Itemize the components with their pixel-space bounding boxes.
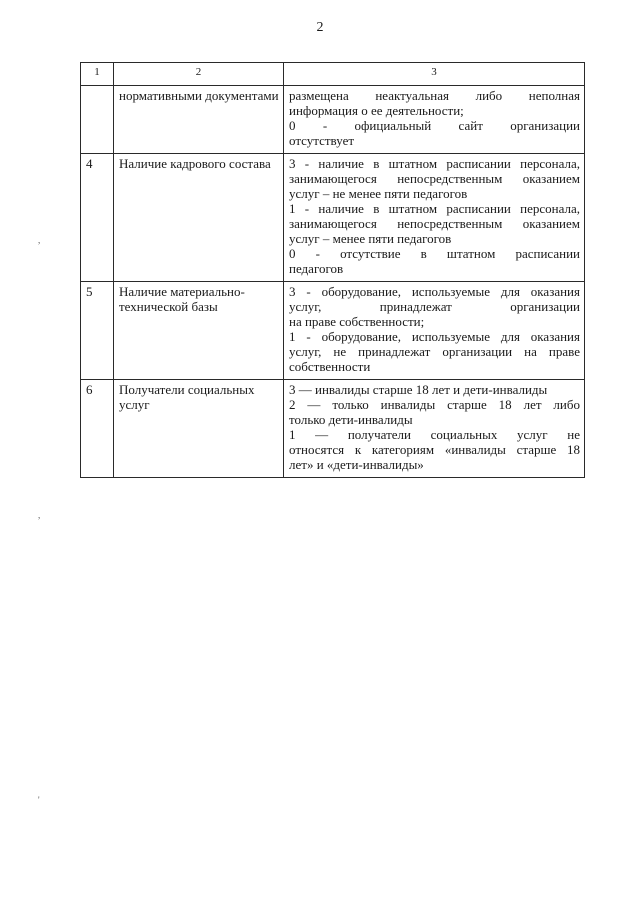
row-number: 4 <box>81 154 114 282</box>
description-line: размещена неактуальная либо неполная <box>289 88 580 103</box>
description-line: педагогов <box>289 261 344 276</box>
criteria-table <box>80 62 585 478</box>
description-line: занимающегося непосредственным оказанием <box>289 171 580 186</box>
description-line: услуг – не менее пяти педагогов <box>289 186 468 201</box>
description-line: услуг, не принадлежат организации на праве <box>289 344 580 359</box>
table-row <box>81 380 585 478</box>
description-line: информация о ее деятельности; <box>289 103 464 118</box>
margin-mark: , <box>38 235 41 245</box>
row-number: 5 <box>81 282 114 380</box>
row-number: 6 <box>81 380 114 478</box>
column-header: 1 <box>81 63 114 86</box>
margin-mark: , <box>38 510 41 520</box>
margin-mark: ' <box>38 795 40 805</box>
criterion-name: Получатели социальных услуг <box>114 380 284 478</box>
description-line: 3 - наличие в штатном расписании персонала, <box>289 156 580 171</box>
description-line: отсутствует <box>289 133 355 148</box>
table-row <box>81 154 585 282</box>
row-number <box>81 86 114 154</box>
criterion-description <box>284 282 585 380</box>
description-line: на праве собственности; <box>289 314 425 329</box>
description-line: 2 — только инвалиды старше 18 лет либо <box>289 397 580 412</box>
page-number: 2 <box>316 20 324 35</box>
description-line: собственности <box>289 359 371 374</box>
description-line: лет» и «дети-инвалиды» <box>289 457 424 472</box>
description-line: 1 - наличие в штатном расписании персонала, <box>289 201 580 216</box>
column-header: 3 <box>284 63 585 86</box>
description-line: 0 - официальный сайт организации <box>289 118 580 133</box>
criterion-name: нормативными документами <box>114 86 284 154</box>
criterion-description <box>284 380 585 478</box>
table-row <box>81 282 585 380</box>
description-line: 3 — инвалиды старше 18 лет и дети-инвалиды <box>289 382 548 397</box>
description-line: 1 - оборудование, используемые для оказания <box>289 329 580 344</box>
description-line: услуг – менее пяти педагогов <box>289 231 452 246</box>
description-line: занимающегося непосредственным оказанием <box>289 216 580 231</box>
column-header: 2 <box>114 63 284 86</box>
description-line: 1 — получатели социальных услуг не <box>289 427 580 442</box>
criterion-name: Наличие кадрового состава <box>114 154 284 282</box>
description-line: 3 - оборудование, используемые для оказания <box>289 284 580 299</box>
description-line: только дети-инвалиды <box>289 412 413 427</box>
criterion-description <box>284 86 585 154</box>
table-header-row <box>81 63 585 86</box>
description-line: услуг, принадлежат организации <box>289 299 580 314</box>
criterion-description <box>284 154 585 282</box>
criterion-name: Наличие материально-технической базы <box>114 282 284 380</box>
description-line: 0 - отсутствие в штатном расписании <box>289 246 580 261</box>
description-line: относятся к категориям «инвалиды старше 18 <box>289 442 580 457</box>
table-row <box>81 86 585 154</box>
